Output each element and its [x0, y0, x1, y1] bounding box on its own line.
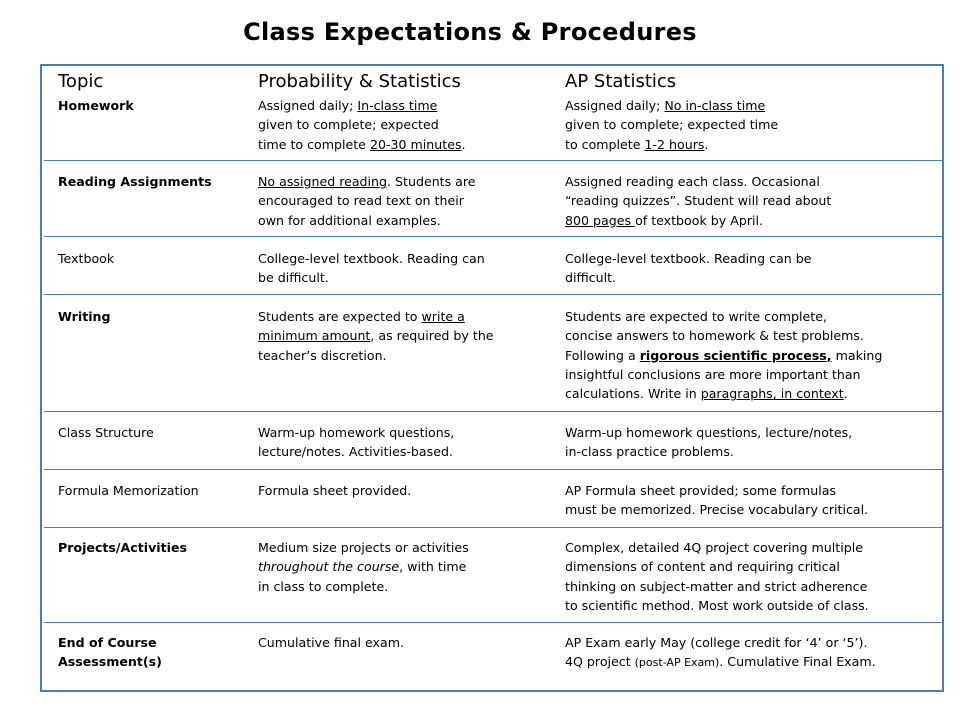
- row-label-reading: Reading Assignments: [58, 174, 212, 189]
- header-ap-statistics: AP Statistics: [565, 71, 677, 92]
- table-row-writing: [58, 307, 938, 403]
- header-topic: Topic: [58, 71, 104, 92]
- row-label-assessment: End of Course Assessment(s): [58, 635, 162, 670]
- row-label-homework: Homework: [58, 98, 134, 113]
- page-title: Class Expectations & Procedures: [243, 18, 697, 46]
- row-label-class-structure: Class Structure: [58, 425, 154, 440]
- row-label-writing: Writing: [58, 309, 111, 324]
- table-header: [58, 71, 938, 93]
- assessment-prob-stats-cell: Cumulative final exam.: [258, 635, 404, 650]
- textbook-ap-stats-cell: College-level textbook. Reading can be difficult.: [565, 251, 812, 286]
- structure-prob-stats-cell: Warm-up homework questions, lecture/notes. Activities-based.: [258, 425, 455, 460]
- row-divider: [44, 622, 942, 623]
- table-row-class-structure: [58, 423, 938, 462]
- assessment-ap-stats-cell: AP Exam early May (college credit for ‘4’ or ‘5’). 4Q project (post-AP Exam). Cumulative Final Exam.: [565, 635, 876, 670]
- structure-ap-stats-cell: Warm-up homework questions, lecture/notes, in-class practice problems.: [565, 425, 853, 460]
- projects-ap-stats-cell: Complex, detailed 4Q project covering multiple dimensions of content and requiring critical thinking on subject-matter and strict adherence to scientific method. Most work outside of class.: [565, 540, 869, 613]
- row-label-formula: Formula Memorization: [58, 483, 199, 498]
- writing-ap-stats-cell: Students are expected to write complete, concise answers to homework & test problems. Following a rigorous scientific process, making insightful conclusions are more important than calculations. Write in paragraphs, in context.: [565, 309, 883, 402]
- formula-prob-stats-cell: Formula sheet provided.: [258, 483, 412, 498]
- homework-ap-stats-cell: Assigned daily; No in-class time given to complete; expected time to complete 1-2 hours.: [565, 98, 779, 152]
- table-row-homework: [58, 96, 938, 154]
- writing-prob-stats-cell: Students are expected to write a minimum amount, as required by the teacher’s discretion.: [258, 309, 494, 363]
- table-row-projects: [58, 538, 938, 615]
- table-row-reading: [58, 172, 938, 230]
- table-row-formula: [58, 481, 938, 520]
- row-divider: [44, 160, 942, 161]
- row-label-projects: Projects/Activities: [58, 540, 187, 555]
- row-divider: [44, 411, 942, 412]
- homework-prob-stats-cell: Assigned daily; In-class time given to complete; expected time to complete 20-30 minutes.: [258, 98, 466, 152]
- reading-ap-stats-cell: Assigned reading each class. Occasional “reading quizzes”. Student will read about 800 pages of textbook by April.: [565, 174, 832, 228]
- row-divider: [44, 527, 942, 528]
- header-probability-statistics: Probability & Statistics: [258, 71, 461, 92]
- row-label-textbook: Textbook: [58, 251, 115, 266]
- projects-prob-stats-cell: Medium size projects or activities throughout the course, with time in class to complete.: [258, 540, 469, 594]
- row-divider: [44, 469, 942, 470]
- textbook-prob-stats-cell: College-level textbook. Reading can be difficult.: [258, 251, 485, 286]
- row-divider: [44, 236, 942, 237]
- formula-ap-stats-cell: AP Formula sheet provided; some formulas must be memorized. Precise vocabulary critical.: [565, 483, 869, 518]
- table-row-textbook: [58, 249, 938, 288]
- table-row-assessment: [58, 633, 938, 673]
- row-divider: [44, 294, 942, 295]
- reading-prob-stats-cell: No assigned reading. Students are encouraged to read text on their own for additional examples.: [258, 174, 476, 228]
